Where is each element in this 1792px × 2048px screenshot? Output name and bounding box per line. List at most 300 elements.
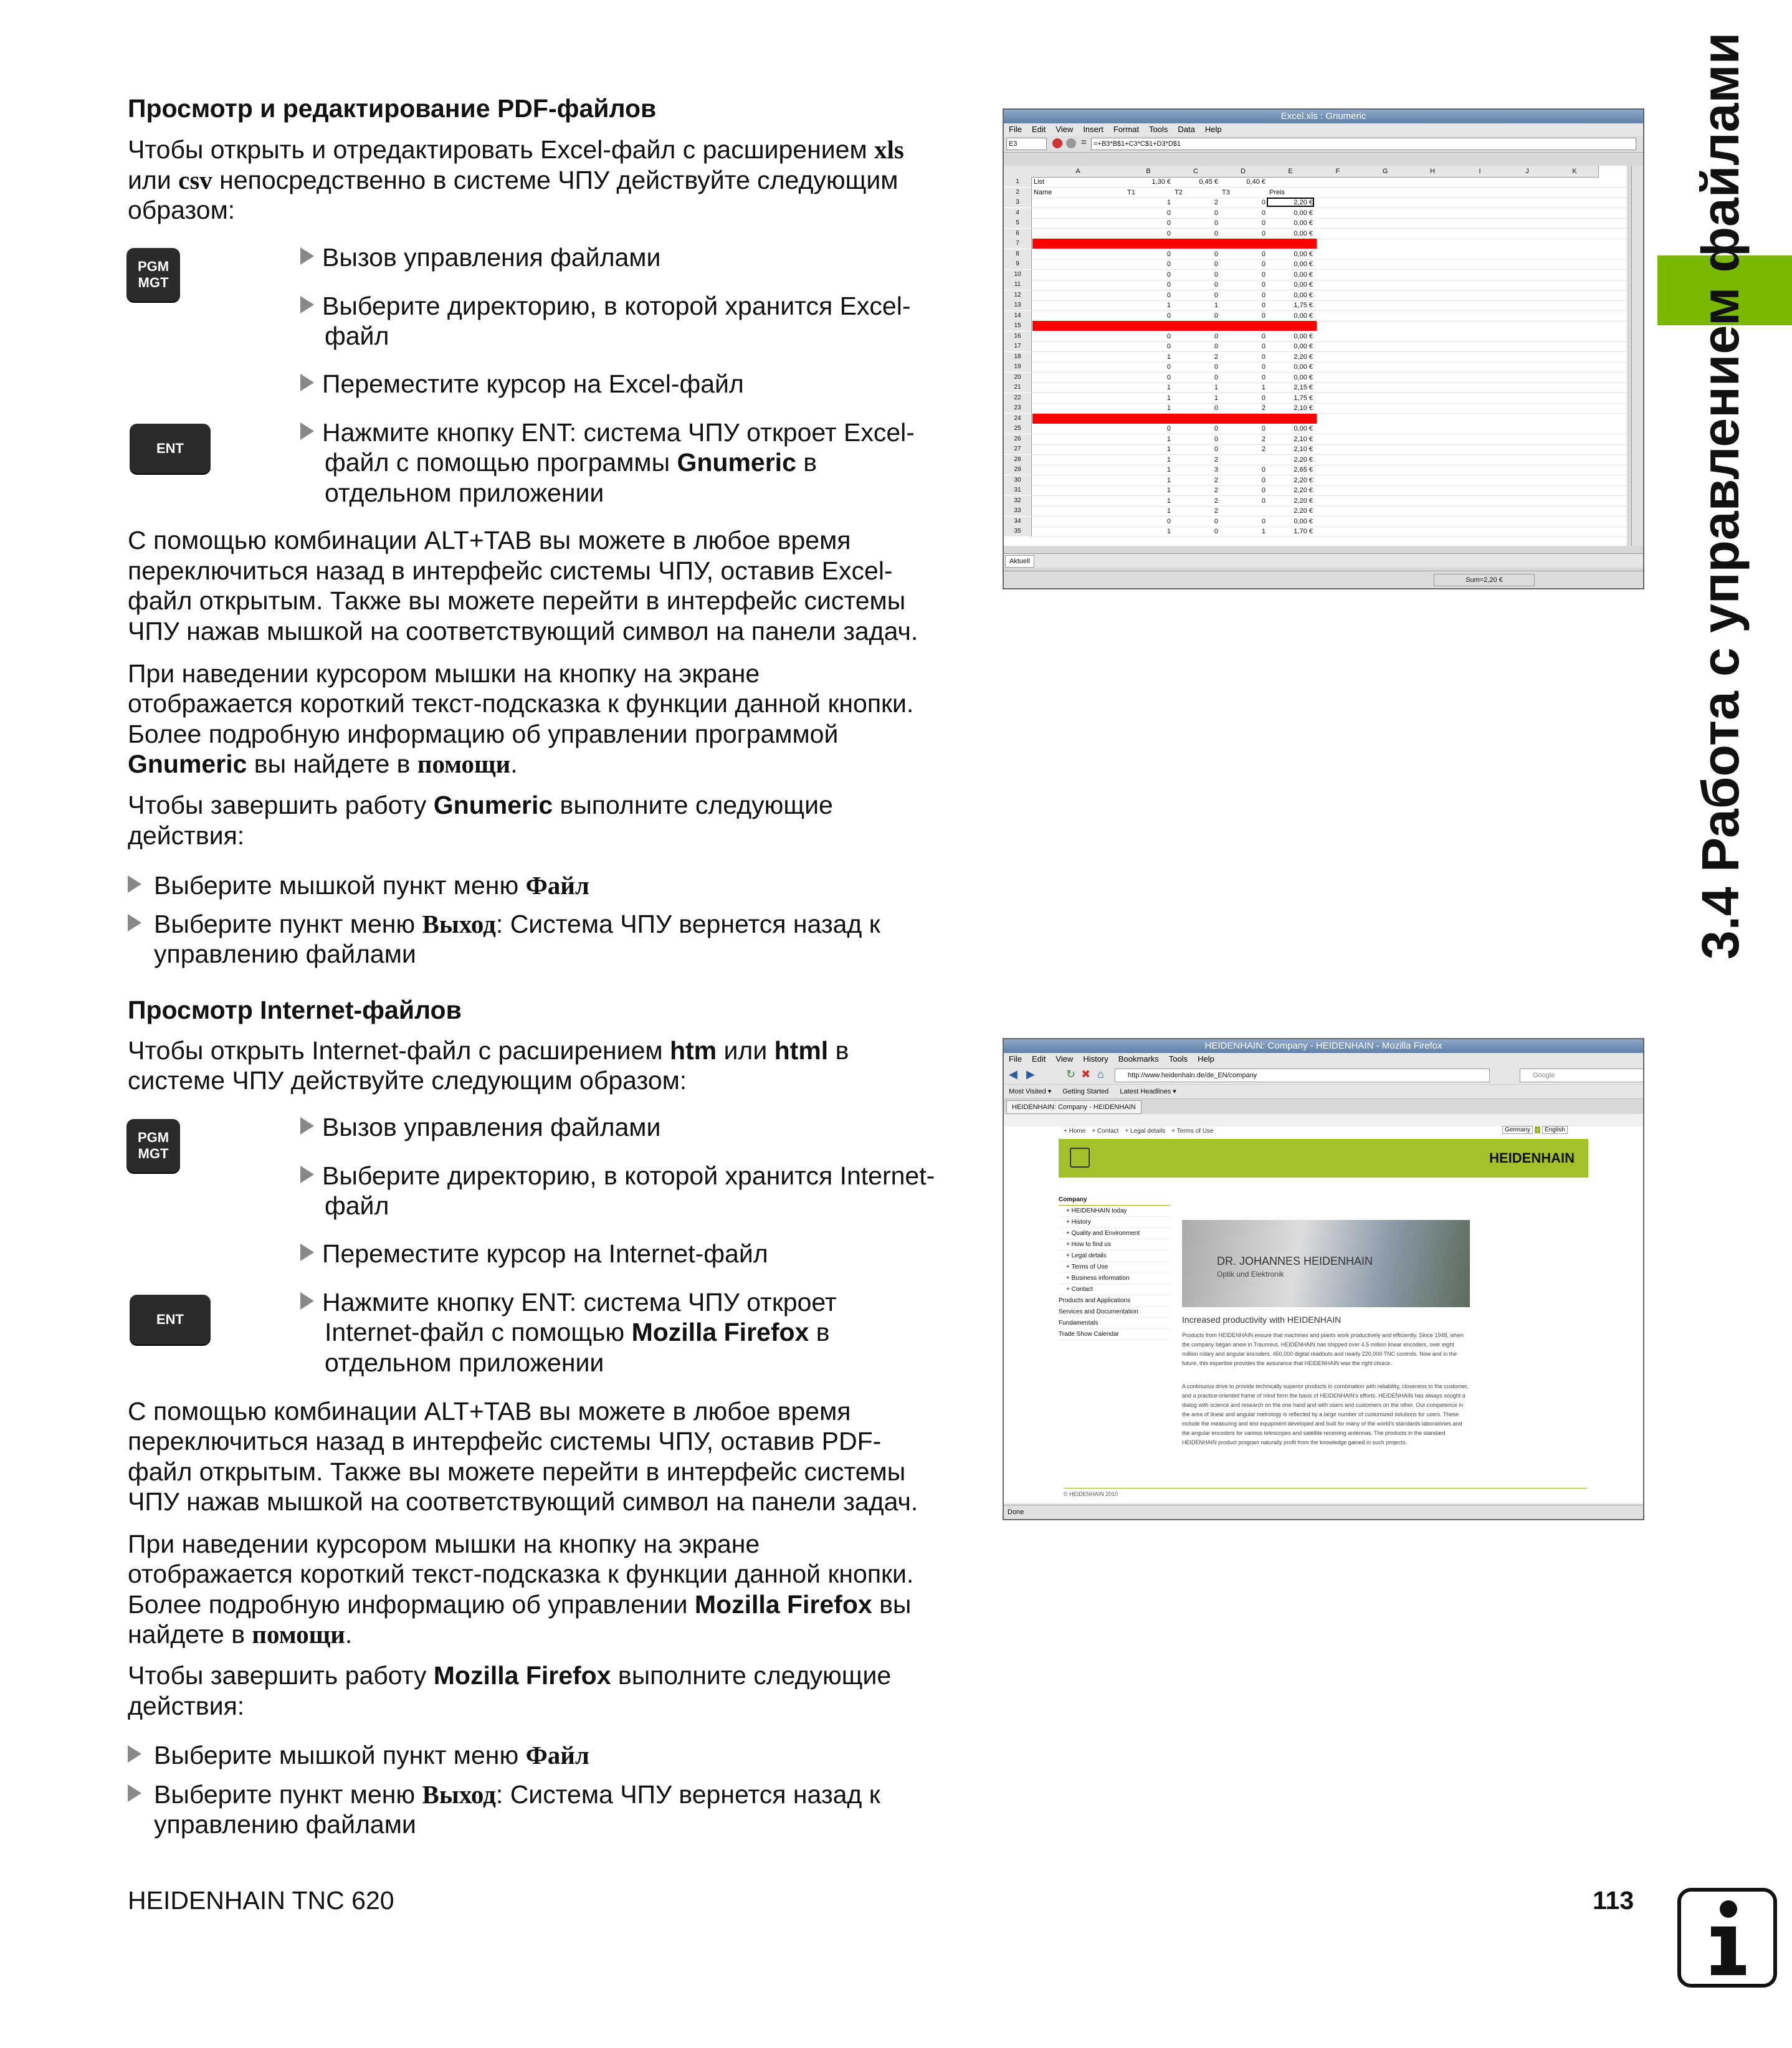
firefox-titlebar: HEIDENHAIN: Company - HEIDENHAIN - Mozilla Firefox [1004,1039,1643,1053]
cell[interactable]: 1 [1166,476,1171,484]
cell[interactable]: 1 [1166,435,1171,443]
step-arrow-icon [300,247,314,265]
cell[interactable]: 0 [1214,373,1218,381]
cell[interactable]: 0,00 € [1294,332,1313,340]
cell[interactable]: 0 [1214,404,1218,412]
cell[interactable]: 2,10 € [1294,404,1313,412]
s2-bullet2-l2: управлению файлами [154,1810,416,1839]
cell[interactable]: 0 [1261,199,1265,206]
cell[interactable]: 0 [1214,435,1218,443]
s1-bullet1: Выберите мышкой пункт меню Файл [154,871,589,900]
firefox-statusbar: Done [1004,1505,1644,1519]
cell[interactable]: T2 [1175,188,1183,196]
cell[interactable]: 2 [1261,445,1265,453]
menu-item[interactable]: Insert [1083,125,1103,134]
menu-item[interactable]: View [1056,125,1074,134]
nav-sub-item[interactable]: + History [1059,1217,1171,1228]
column-header[interactable]: D [1219,166,1267,178]
row-line [1031,403,1627,404]
gnumeric-window [1003,108,1644,589]
column-header[interactable]: B [1125,166,1173,178]
row-header[interactable]: 27 [1004,444,1032,454]
menu-item[interactable]: View [1056,1054,1074,1064]
equals-icon: = [1081,137,1087,148]
row-line [1031,351,1627,352]
cell[interactable]: 0 [1166,250,1171,258]
cell[interactable]: 0 [1166,373,1171,381]
row-header[interactable]: 11 [1004,280,1032,290]
cell[interactable]: 0 [1214,270,1218,279]
cell[interactable]: 0 [1166,291,1171,299]
firefox-window [1003,1038,1644,1520]
cell[interactable]: 0 [1261,219,1265,227]
s2-para3-l1: Чтобы завершить работу Mozilla Firefox выполните следующие [128,1661,892,1690]
row-header[interactable]: 7 [1004,239,1032,249]
ent-key: ENT [130,1295,211,1345]
row-header[interactable]: 10 [1004,270,1032,280]
row-line [1031,362,1627,363]
row-header[interactable]: 15 [1004,321,1032,331]
cell[interactable]: 0 [1214,425,1218,432]
nav-item[interactable]: Products and Applications [1059,1295,1171,1307]
menu-item[interactable]: Data [1178,125,1195,134]
column-header[interactable]: K [1551,166,1599,178]
cell[interactable]: 3 [1214,466,1218,474]
row-header[interactable]: 23 [1004,403,1032,413]
cell[interactable]: 0 [1214,281,1218,288]
s2-step2-l2: файл [325,1191,389,1220]
cell[interactable]: 1,75 € [1294,394,1313,402]
bullet-arrow-icon [128,1784,141,1802]
cell[interactable]: 0 [1166,517,1171,525]
cell[interactable]: 2 [1214,353,1218,361]
cell[interactable]: 0 [1214,363,1218,371]
row-header[interactable]: 28 [1004,455,1032,465]
cell[interactable]: 0 [1214,312,1218,320]
section1-heading: Просмотр и редактирование PDF-файлов [128,94,657,123]
s1-para1-l3: файл открытым. Также вы можете перейти в интерфейс системы [128,586,906,615]
cell[interactable]: 1 [1166,487,1171,494]
cell[interactable]: 0 [1261,363,1265,371]
row-header[interactable]: 16 [1004,331,1032,341]
bookmark-item[interactable]: Getting Started [1062,1088,1109,1095]
cell[interactable]: Name [1034,188,1052,196]
cell[interactable]: 1 [1166,466,1171,474]
menu-item[interactable]: File [1009,125,1022,134]
cell[interactable]: 1 [1166,497,1171,505]
cell[interactable]: 0 [1166,332,1171,340]
s1-step4-l3: отдельном приложении [325,479,604,507]
row-header[interactable]: 32 [1004,496,1032,506]
row-header[interactable]: 25 [1004,424,1032,434]
bookmark-item[interactable]: Most Visited ▾ [1009,1088,1052,1095]
cell[interactable]: 0 [1166,219,1171,227]
browser-tab[interactable]: HEIDENHAIN: Company - HEIDENHAIN [1006,1100,1141,1114]
cell[interactable]: 0 [1261,302,1265,309]
row-line [1031,269,1627,270]
spreadsheet-grid[interactable] [1004,166,1627,546]
column-header[interactable]: J [1504,166,1551,178]
cell[interactable]: 1 [1214,394,1218,402]
cell[interactable]: 0,00 € [1294,517,1313,525]
cell[interactable]: 2,10 € [1294,435,1313,443]
cell[interactable]: 2,20 € [1294,455,1313,464]
cell[interactable]: 0 [1166,260,1171,268]
forward-icon[interactable]: ▶ [1026,1068,1035,1080]
menu-item[interactable]: Edit [1031,125,1046,134]
cell[interactable]: 1 [1166,199,1171,206]
cell[interactable]: 0 [1214,250,1218,258]
cell[interactable]: 1 [1166,394,1171,402]
s1-para2-l3: Более подробную информацию об управлении программой [128,720,839,748]
s1-para1-l1: С помощью комбинации ALT+TAB вы можете в любое время [128,526,851,555]
cell[interactable]: 2 [1214,507,1218,515]
row-header[interactable]: 1 [1004,177,1032,187]
cell[interactable]: 0 [1214,332,1218,340]
s1-para3-l1: Чтобы завершить работу Gnumeric выполните следующие [128,791,833,819]
cell[interactable]: T1 [1127,188,1135,196]
cell[interactable]: 0 [1261,312,1265,320]
step-arrow-icon [300,1166,314,1183]
cell[interactable]: 0 [1166,270,1171,279]
home-icon[interactable]: ⌂ [1097,1068,1104,1080]
sum-status: Sum=2,20 € [1434,574,1535,586]
column-header[interactable]: F [1314,166,1362,178]
cell[interactable]: 0 [1261,517,1265,525]
cell[interactable]: 0 [1261,229,1265,237]
brand-name: HEIDENHAIN [1489,1150,1575,1166]
lang-country[interactable]: Germany [1502,1126,1533,1134]
s2-bullet2: Выберите пункт меню Выход: Система ЧПУ вернется назад к [154,1780,880,1809]
cell[interactable]: 0 [1261,291,1265,299]
cell[interactable]: 0,00 € [1294,343,1313,350]
row-line [1031,341,1627,342]
cell[interactable]: 1 [1166,445,1171,453]
cell[interactable]: 0 [1261,209,1265,217]
row-header[interactable]: 5 [1004,218,1032,228]
cell[interactable]: 2 [1214,487,1218,494]
cell-reference[interactable]: E3 [1006,138,1047,150]
s2-step2-l1: Выберите директорию, в которой хранится Internet- [322,1161,935,1190]
topnav-link[interactable]: + Home [1064,1128,1086,1135]
cell[interactable]: 1,30 € [1151,178,1171,186]
cell[interactable]: 2,20 € [1294,476,1313,484]
cell[interactable]: 1 [1214,384,1218,391]
nav-sub-item[interactable]: + Contact [1059,1284,1171,1295]
cell[interactable]: 2,15 € [1294,384,1313,391]
nav-sub-item[interactable]: + Business information [1059,1273,1171,1284]
column-header[interactable]: G [1361,166,1409,178]
column-header[interactable]: C [1172,166,1220,178]
ent-key: ENT [130,424,211,474]
cell[interactable]: T3 [1222,188,1230,196]
cell[interactable]: 0 [1261,394,1265,402]
chapter-title: 3.4 Работа с управлением файлами [1691,32,1750,960]
column-header[interactable]: A [1031,166,1125,178]
row-line [1031,372,1627,373]
row-header[interactable]: 6 [1004,229,1032,239]
cell[interactable]: List [1034,178,1045,186]
lang-language[interactable]: English [1542,1126,1568,1134]
nav-more-list [1059,1295,1171,1340]
cell[interactable]: 0 [1261,250,1265,258]
s1-step4-l2: файл с помощью программы Gnumeric в [325,448,817,477]
section1-intro-l1: Чтобы открыть и отредактировать Excel-файл с расширением xls [128,135,904,164]
bullet-arrow-icon [128,875,141,893]
info-icon [1677,1888,1777,1988]
cell[interactable]: 2,20 € [1294,199,1313,206]
row-header[interactable]: 22 [1004,393,1032,403]
cell[interactable]: 0 [1261,425,1265,432]
cell[interactable]: 0 [1166,229,1171,237]
menu-item[interactable]: Format [1113,125,1139,134]
row-line [1031,485,1627,486]
section1-intro-l2: или csv непосредственно в системе ЧПУ действуйте следующим [128,166,898,194]
s1-step1: Вызов управления файлами [322,243,661,272]
cell[interactable]: 0 [1214,528,1218,535]
column-header[interactable]: I [1456,166,1504,178]
sheet-tabs-bar [1004,553,1643,568]
bullet-arrow-icon [128,1745,141,1763]
row-line [1031,454,1627,455]
nav-sub-item[interactable]: + HEIDENHAIN today [1059,1206,1171,1217]
cell[interactable]: 0 [1166,281,1171,288]
row-line [1031,495,1627,496]
cell[interactable]: 0 [1214,291,1218,299]
topnav-link[interactable]: + Contact [1092,1128,1119,1135]
cell[interactable]: 1 [1166,384,1171,391]
nav-sub-list [1059,1206,1171,1295]
cell[interactable]: 0 [1261,373,1265,381]
cell[interactable]: 0 [1214,343,1218,350]
accept-icon[interactable] [1066,138,1076,148]
cell[interactable]: 0 [1261,332,1265,340]
cell[interactable]: 0 [1166,425,1171,432]
row-header[interactable]: 4 [1004,208,1032,218]
s2-step4-l1: Нажмите кнопку ENT: система ЧПУ откроет [322,1288,837,1317]
cell[interactable]: 0,00 € [1294,425,1313,432]
cell[interactable]: 2,10 € [1294,445,1313,453]
cell[interactable]: 0 [1214,219,1218,227]
cell[interactable]: 0 [1261,476,1265,484]
row-line [1031,310,1627,311]
nav-sub-item[interactable]: + How to find us [1059,1239,1171,1250]
article-paragraph-1: Products from HEIDENHAIN ensure that machines and plants work productively and efficiently. Since 1948, when the company began anew in Traunreut, HEIDENHAIN has shipped over 4.5 million linear encoders, over eight million rotary and angular encoders, 450,000 digital readouts and nearly 220,000 TNC controls. Now and in the future, this expertise provides the assurance that HEIDENHAIN was the right choice. [1182,1332,1464,1366]
cell[interactable]: 1 [1166,528,1171,535]
cell[interactable]: 0,00 € [1294,250,1313,258]
cell[interactable]: 1 [1166,353,1171,361]
menu-item[interactable]: Edit [1031,1054,1046,1064]
cell[interactable]: 1,75 € [1294,302,1313,309]
cell[interactable]: 0 [1261,497,1265,505]
page-number: 113 [1593,1886,1634,1915]
cell[interactable]: 2 [1214,476,1218,484]
cell[interactable]: 0 [1166,363,1171,371]
navigation-toolbar [1004,1065,1643,1084]
nav-sub-item[interactable]: + Quality and Environment [1059,1228,1171,1239]
nav-item[interactable]: Trade Show Calendar [1059,1329,1171,1340]
stop-icon[interactable]: ✖ [1081,1068,1091,1080]
company-photo [1182,1220,1470,1307]
cell[interactable]: 1 [1166,507,1171,515]
cell[interactable]: 0,00 € [1294,219,1313,227]
url-bar[interactable]: http://www.heidenhain.de/de_EN/company [1115,1069,1490,1082]
row-line [1031,228,1627,229]
cell[interactable]: 1 [1214,302,1218,309]
nav-sub-item[interactable]: + Legal details [1059,1250,1171,1262]
cell[interactable]: 0 [1214,209,1218,217]
section2-intro-l2: системе ЧПУ действуйте следующим образом: [128,1066,687,1095]
cell[interactable]: 0 [1214,229,1218,237]
cell[interactable]: 2 [1214,199,1218,206]
cell[interactable]: 1 [1166,302,1171,309]
row-header[interactable]: 34 [1004,517,1032,526]
cell[interactable]: 0,00 € [1294,270,1313,279]
cell[interactable]: 0,00 € [1294,291,1313,299]
cell[interactable]: 0 [1214,260,1218,268]
s1-bullet2: Выберите пункт меню Выход: Система ЧПУ вернется назад к [154,910,880,938]
cell[interactable]: 2,20 € [1294,507,1313,515]
s1-bullet2-l2: управлению файлами [154,940,416,968]
column-header[interactable]: E [1267,166,1315,178]
cell[interactable]: 0 [1261,270,1265,279]
article-paragraph-2: A continuous drive to provide technically superior products in combination with reliability, closeness to the customer, and a practice-oriented frame of mind form the basis of HEIDENHAIN's efforts. HEIDENHAIN has always sought a dialog with science and research on the one hand and with users and customers on the other. Our competence in the area of linear and angular metrology is reflected by a large number of customized solutions for users. These include the measuring and test equipment developed and built for many of the world's standards laboratories and the angular encoders for various telescopes and satellite receiving antennas. The products in the standard HEIDENHAIN product program naturally profit from the knowledge gained in such projects. [1182,1383,1469,1446]
cell[interactable]: 1,70 € [1294,528,1313,535]
topnav-link[interactable]: + Legal details [1125,1128,1166,1135]
menu-item[interactable]: Bookmarks [1118,1054,1159,1064]
cell[interactable]: Preis [1269,188,1285,196]
row-header[interactable]: 20 [1004,373,1032,383]
menu-item[interactable]: Help [1198,1054,1214,1064]
cell[interactable]: 2,20 € [1294,487,1313,494]
cell[interactable]: 0,45 € [1199,178,1218,186]
nav-item[interactable]: Fundamentals [1059,1318,1171,1329]
formula-input[interactable]: =+B3*B$1+C3*C$1+D3*D$1 [1091,138,1636,150]
s2-para1-l2: переключиться назад в интерфейс системы ЧПУ, оставив PDF- [128,1427,882,1455]
row-header[interactable]: 31 [1004,485,1032,495]
row-header[interactable]: 3 [1004,198,1032,207]
row-header[interactable]: 13 [1004,300,1032,310]
cell[interactable]: 0,00 € [1294,312,1313,320]
row-header[interactable]: 17 [1004,341,1032,351]
cancel-icon[interactable] [1052,138,1062,148]
cell[interactable]: 0 [1261,281,1265,288]
heidenhain-logo-icon [1070,1148,1090,1168]
menu-item[interactable]: Tools [1168,1054,1188,1064]
cell[interactable]: 1 [1166,455,1171,464]
cell[interactable]: 0 [1166,343,1171,350]
s1-para2-l4: Gnumeric вы найдете в помощи. [128,750,518,778]
highlighted-row [1032,321,1317,331]
bookmarks-toolbar [1004,1084,1643,1098]
back-icon[interactable]: ◀ [1009,1068,1018,1080]
cell[interactable]: 2,20 € [1294,497,1313,505]
cell[interactable]: 2 [1261,404,1265,412]
vertical-scrollbar[interactable] [1631,166,1643,546]
reload-icon[interactable]: ↻ [1066,1068,1076,1080]
row-header[interactable]: 8 [1004,249,1032,259]
cell[interactable]: 0,00 € [1294,281,1313,288]
row-header[interactable]: 29 [1004,465,1032,475]
cell[interactable]: 2 [1261,435,1265,443]
cell[interactable]: 0,00 € [1294,209,1313,217]
column-header[interactable]: H [1409,166,1457,178]
cell[interactable]: 0 [1166,209,1171,217]
topnav-link[interactable]: + Terms of Use [1171,1128,1214,1135]
cell[interactable]: 0,40 € [1246,178,1265,186]
lang-arrow-icon: › [1535,1126,1540,1133]
bullet-arrow-icon [128,914,141,931]
row-header[interactable]: 18 [1004,352,1032,362]
row-header[interactable]: 30 [1004,475,1032,485]
row-header[interactable]: 12 [1004,290,1032,300]
search-field[interactable]: Google [1520,1069,1644,1082]
cell[interactable]: 0,00 € [1294,363,1313,371]
cell[interactable]: 1 [1166,404,1171,412]
cell[interactable]: 2,65 € [1294,466,1313,474]
cell[interactable]: 2,20 € [1294,353,1313,361]
cell[interactable]: 0 [1214,445,1218,453]
s1-para1-l2: переключиться назад в интерфейс системы ЧПУ, оставив Excel- [128,556,893,585]
row-header[interactable]: 24 [1004,414,1032,424]
row-header[interactable]: 9 [1004,259,1032,269]
row-header[interactable]: 2 [1004,188,1032,198]
cell[interactable]: 2 [1214,497,1218,505]
menu-item[interactable]: File [1009,1054,1022,1064]
row-header[interactable]: 14 [1004,311,1032,321]
language-selector[interactable] [1502,1126,1568,1133]
cell[interactable]: 0 [1261,260,1265,268]
cell[interactable]: 0,00 € [1294,229,1313,237]
s2-bullet1: Выберите мышкой пункт меню Файл [154,1741,589,1769]
cell[interactable]: 0 [1261,343,1265,350]
s1-para2-l2: отображается короткий текст-подсказка к функции данной кнопки. [128,689,914,718]
s2-para1-l4: ЧПУ нажав мышкой на соответствующий символ на панели задач. [128,1487,918,1516]
cell[interactable]: 0 [1261,466,1265,474]
cell[interactable]: 0 [1166,312,1171,320]
row-header[interactable]: 33 [1004,506,1032,516]
row-header[interactable]: 19 [1004,362,1032,372]
menu-item[interactable]: History [1083,1054,1108,1064]
cell[interactable]: 0 [1261,487,1265,494]
bookmark-item[interactable]: Latest Headlines ▾ [1120,1088,1176,1095]
s2-step3: Переместите курсор на Internet-файл [322,1239,768,1268]
menu-item[interactable]: Tools [1149,125,1168,134]
nav-sub-item[interactable]: + Terms of Use [1059,1262,1171,1273]
cell[interactable]: 1 [1261,528,1265,535]
site-left-nav [1059,1196,1171,1340]
cell[interactable]: 0,00 € [1294,260,1313,268]
nav-item[interactable]: Services and Documentation [1059,1307,1171,1318]
tab-strip [1004,1098,1643,1114]
row-line [1031,506,1627,507]
cell[interactable]: 1 [1261,384,1265,391]
menu-item[interactable]: Help [1204,125,1222,134]
highlighted-row [1032,239,1317,249]
row-header[interactable]: 35 [1004,526,1032,536]
cell[interactable]: 0 [1261,353,1265,361]
cell[interactable]: 0,00 € [1294,373,1313,381]
row-header[interactable]: 26 [1004,434,1032,444]
cell[interactable]: 0 [1214,517,1218,525]
row-header[interactable]: 21 [1004,383,1032,393]
footer-left: HEIDENHAIN TNC 620 [128,1886,394,1915]
s1-step2-l1: Выберите директорию, в которой хранится Excel- [322,292,911,320]
s1-para1-l4: ЧПУ нажав мышкой на соответствующий символ на панели задач. [128,617,918,645]
s2-para2-l3: Более подробную информацию об управлении Mozilla Firefox вы [128,1590,912,1619]
sheet-tab[interactable]: Aktuell [1005,555,1034,568]
cell[interactable]: 2 [1214,455,1218,464]
